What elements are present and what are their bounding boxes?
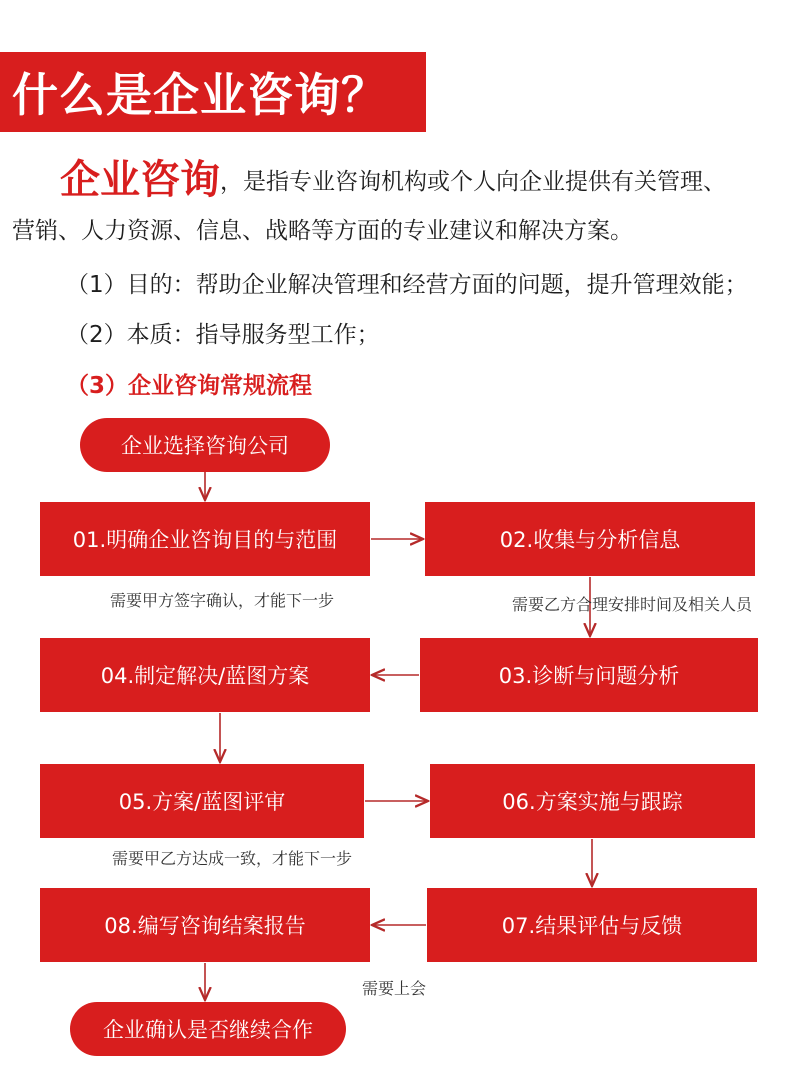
intro-text-1: ，是指专业咨询机构或个人向企业提供有关管理、 [220,169,726,195]
point-purpose: （1）目的：帮助企业解决管理和经营方面的问题，提升管理效能； [66,272,748,298]
flow-step-06: 06.方案实施与跟踪 [430,764,755,838]
flow-step-02: 02.收集与分析信息 [425,502,755,576]
flow-note-meeting: 需要上会 [362,979,427,998]
flow-note-consultant-staffing: 需要乙方合理安排时间及相关人员 [512,595,753,614]
flow-step-07: 07.结果评估与反馈 [427,888,757,962]
page-title: 什么是企业咨询？ [12,68,388,122]
point-essence: （2）本质：指导服务型工作； [66,322,380,348]
intro-term: 企业咨询 [60,157,220,203]
flow-note-mutual-agreement: 需要甲乙方达成一致，才能下一步 [112,849,353,868]
flow-step-08: 08.编写咨询结案报告 [40,888,370,962]
title-banner [0,52,426,132]
flow-start-node: 企业选择咨询公司 [80,418,330,472]
intro-line-1 [60,148,726,205]
flow-step-03: 03.诊断与问题分析 [420,638,758,712]
flow-step-04: 04.制定解决/蓝图方案 [40,638,370,712]
flow-end-node: 企业确认是否继续合作 [70,1002,346,1056]
flow-step-01: 01.明确企业咨询目的与范围 [40,502,370,576]
intro-text-2: 营销、人力资源、信息、战略等方面的专业建议和解决方案。 [12,218,633,244]
point-process-heading: （3）企业咨询常规流程 [66,373,313,399]
flow-step-05: 05.方案/蓝图评审 [40,764,364,838]
flow-note-client-signoff: 需要甲方签字确认，才能下一步 [110,591,335,610]
